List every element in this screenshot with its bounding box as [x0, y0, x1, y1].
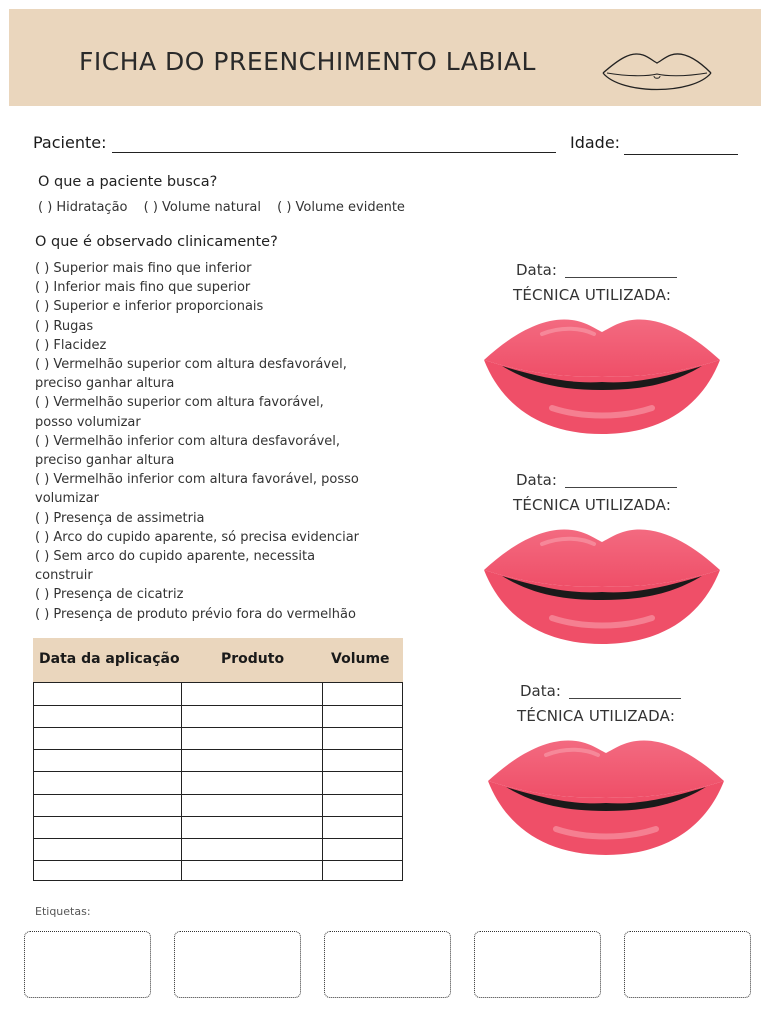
table-header — [33, 638, 403, 682]
table-row-divider — [34, 705, 402, 706]
paciente-label: Paciente: — [33, 133, 107, 152]
table-row-divider — [34, 727, 402, 728]
observado-item[interactable]: ( ) Vermelhão inferior com altura desfavorável, — [35, 433, 340, 449]
idade-field[interactable] — [624, 154, 738, 155]
lips-illustration — [486, 733, 726, 857]
application-table[interactable] — [33, 682, 403, 881]
busca-option[interactable]: ( ) Volume evidente — [277, 200, 405, 215]
busca-options — [38, 200, 417, 215]
etiqueta-box[interactable] — [174, 931, 301, 998]
table-row-divider — [34, 838, 402, 839]
observado-item-cont: preciso ganhar altura — [35, 453, 175, 469]
data-field[interactable] — [569, 698, 681, 699]
observado-item[interactable]: ( ) Presença de assimetria — [35, 510, 205, 526]
idade-label: Idade: — [570, 133, 621, 152]
observado-item[interactable]: ( ) Rugas — [35, 318, 94, 334]
table-row-divider — [34, 771, 402, 772]
tecnica-label: TÉCNICA UTILIZADA: — [513, 496, 672, 514]
busca-question: O que a paciente busca? — [38, 174, 218, 190]
observado-item[interactable]: ( ) Presença de cicatriz — [35, 587, 184, 603]
observado-item[interactable]: ( ) Presença de produto prévio fora do vermelhão — [35, 606, 356, 622]
observado-item[interactable]: ( ) Vermelhão superior com altura favorável, — [35, 395, 324, 411]
table-col-divider — [181, 683, 182, 880]
table-row-divider — [34, 860, 402, 861]
page-title: FICHA DO PREENCHIMENTO LABIAL — [79, 47, 536, 76]
col-header-produto: Produto — [221, 651, 285, 667]
etiqueta-box[interactable] — [474, 931, 601, 998]
data-label: Data: — [516, 261, 557, 279]
observado-item-cont: preciso ganhar altura — [35, 376, 175, 392]
observado-item-cont: volumizar — [35, 491, 99, 507]
busca-option[interactable]: ( ) Volume natural — [143, 200, 261, 215]
observado-item[interactable]: ( ) Inferior mais fino que superior — [35, 280, 251, 296]
lips-illustration — [482, 312, 722, 436]
col-header-volume: Volume — [331, 651, 390, 667]
observado-item[interactable]: ( ) Flacidez — [35, 337, 107, 353]
observado-item-cont: posso volumizar — [35, 414, 141, 430]
data-field[interactable] — [565, 277, 677, 278]
paciente-field[interactable] — [112, 152, 556, 153]
col-header-data: Data da aplicação — [39, 651, 180, 667]
etiqueta-box[interactable] — [624, 931, 751, 998]
observado-item[interactable]: ( ) Arco do cupido aparente, só precisa evidenciar — [35, 529, 360, 545]
etiquetas-label: Etiquetas: — [35, 905, 91, 918]
busca-option[interactable]: ( ) Hidratação — [38, 200, 128, 215]
observado-item[interactable]: ( ) Vermelhão superior com altura desfavorável, — [35, 357, 347, 373]
lips-outline-icon — [601, 45, 713, 99]
table-row-divider — [34, 816, 402, 817]
table-row-divider — [34, 794, 402, 795]
observado-item[interactable]: ( ) Vermelhão inferior com altura favorável, posso — [35, 472, 359, 488]
table-row-divider — [34, 749, 402, 750]
table-col-divider — [322, 683, 323, 880]
header-banner — [9, 9, 761, 106]
tecnica-label: TÉCNICA UTILIZADA: — [513, 286, 672, 304]
observado-list — [35, 259, 435, 624]
data-field[interactable] — [565, 487, 677, 488]
data-label: Data: — [520, 682, 561, 700]
etiqueta-box[interactable] — [324, 931, 451, 998]
observado-item[interactable]: ( ) Superior e inferior proporcionais — [35, 299, 264, 315]
etiqueta-box[interactable] — [24, 931, 151, 998]
observado-item[interactable]: ( ) Sem arco do cupido aparente, necessita — [35, 549, 316, 565]
observado-item[interactable]: ( ) Superior mais fino que inferior — [35, 261, 252, 276]
data-label: Data: — [516, 471, 557, 489]
tecnica-label: TÉCNICA UTILIZADA: — [517, 707, 676, 725]
observado-question: O que é observado clinicamente? — [35, 234, 278, 250]
lips-illustration — [482, 522, 722, 646]
observado-item-cont: construir — [35, 568, 93, 584]
